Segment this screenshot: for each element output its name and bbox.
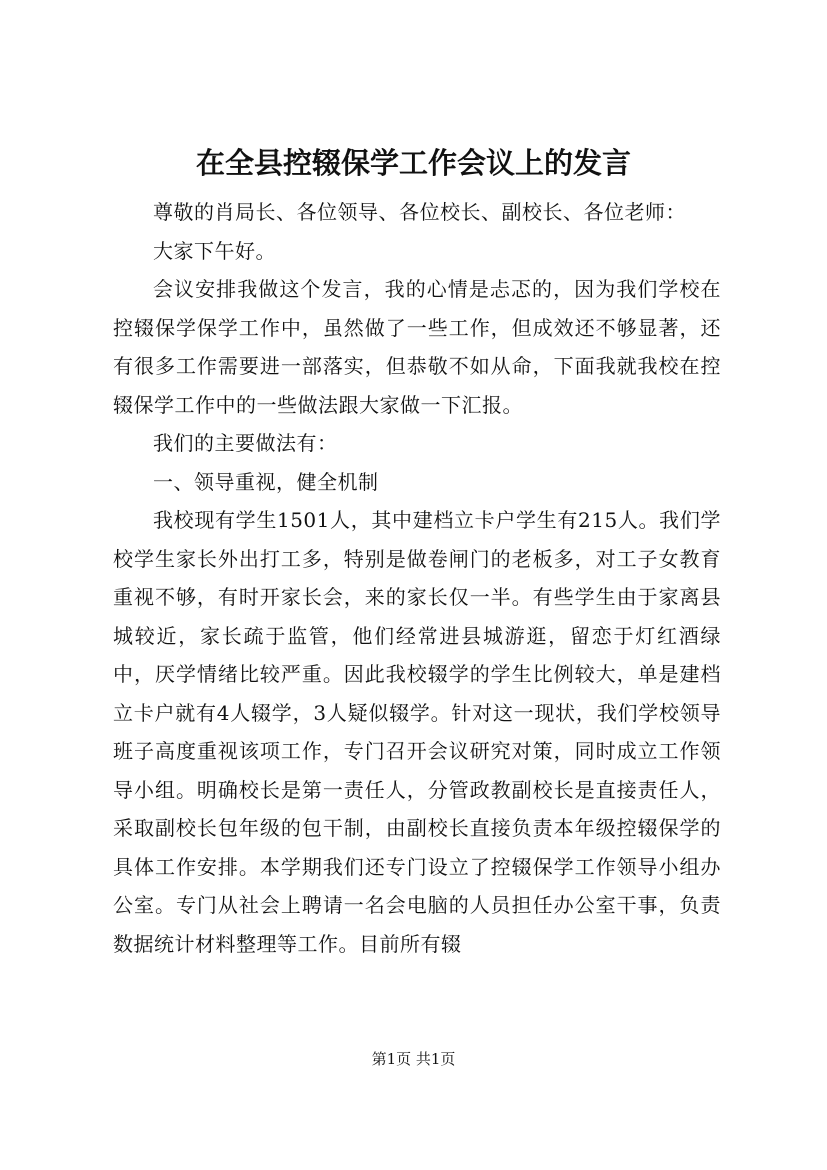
salutation-paragraph: 尊敬的肖局长、各位领导、各位校长、副校长、各位老师：: [153, 200, 686, 224]
section-one-heading: 一、领导重视，健全机制: [153, 469, 379, 494]
greeting-paragraph: 大家下午好。: [153, 238, 276, 263]
intro-paragraph: 会议安排我做这个发言，我的心情是忐忑的，因为我们学校在控辍保学保学工作中，虽然做了一些工作，但成效还不够显著，还有很多工作需要进一部落实，但恭敬不如从命，下面我就我校在控辍保学工作中的一些做法跟大家做一下汇报。: [113, 277, 721, 417]
section-one-body: 我校现有学生1501人，其中建档立卡户学生有215人。我们学校学生家长外出打工多，特别是做卷闸门的老板多，对工子女教育重视不够，有时开家长会，来的家长仅一半。有些学生由于家离县城较近，家长疏于监管，他们经常进县城游逛，留恋于灯红酒绿中，厌学情绪比较严重。因此我校辍学的学生比例较大，单是建档立卡户就有4人辍学，3人疑似辍学。针对这一现状，我们学校领导班子高度重视该项工作，专门召开会议研究对策，同时成立工作领导小组。明确校长是第一责任人，分管政教副校长是直接责任人，采取副校长包年级的包干制，由副校长直接负责本年级控辍保学的具体工作安排。本学期我们还专门设立了控辍保学工作领导小组办公室。专门从社会上聘请一名会电脑的人员担任办公室干事，负责数据统计材料整理等工作。目前所有辍: [113, 508, 721, 956]
document-body: [113, 193, 721, 963]
document-title: 在全县控辍保学工作会议上的发言: [195, 146, 631, 180]
page-footer: 第1页 共1页: [371, 1050, 456, 1068]
methods-heading-paragraph: 我们的主要做法有：: [153, 431, 338, 455]
